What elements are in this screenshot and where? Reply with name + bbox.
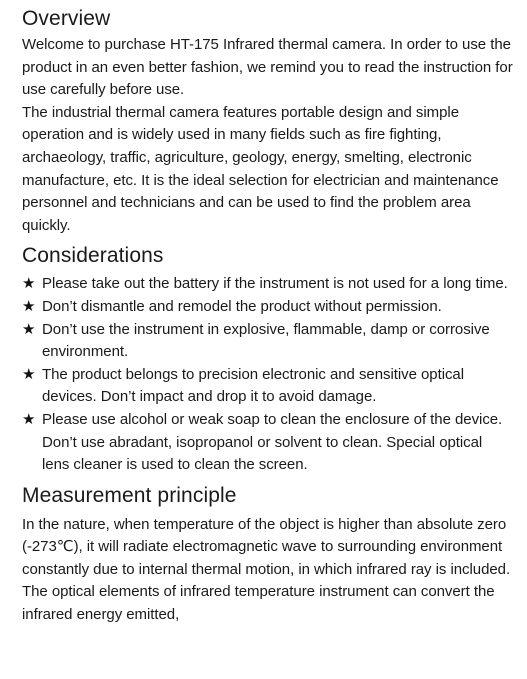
list-item bbox=[22, 319, 513, 364]
list-item bbox=[22, 273, 513, 296]
star-bullet-icon: ★ bbox=[22, 365, 36, 383]
measurement-section bbox=[22, 483, 513, 627]
overview-section bbox=[22, 6, 513, 237]
list-item bbox=[22, 364, 513, 409]
star-bullet-icon: ★ bbox=[22, 320, 36, 338]
considerations-heading: Considerations bbox=[22, 244, 164, 268]
overview-paragraph-1: Welcome to purchase HT-175 Infrared thermal camera. In order to use the product in an even better fashion, we remind you to read the instruction for use carefully before use. bbox=[22, 36, 513, 99]
list-item bbox=[22, 409, 513, 477]
star-bullet-icon: ★ bbox=[22, 410, 36, 428]
overview-heading: Overview bbox=[22, 7, 111, 30]
considerations-section bbox=[22, 243, 513, 476]
star-bullet-icon: ★ bbox=[22, 297, 36, 315]
list-item bbox=[22, 296, 513, 319]
measurement-heading: Measurement principle bbox=[22, 483, 237, 507]
list-item-text: The product belongs to precision electronic and sensitive optical devices. Don’t impact and drop it to avoid damage. bbox=[42, 365, 464, 406]
measurement-paragraph: In the nature, when temperature of the object is higher than absolute zero (-273℃), it will radiate electromagnetic wave to surrounding environment constantly due to internal thermal motion, in which infrared ray is included. The optical elements of infrared temperature instrument can convert the infrared energy emitted, bbox=[22, 515, 511, 624]
list-item-text: Please use alcohol or weak soap to clean the enclosure of the device. Don’t use abradant, isopropanol or solvent to clean. Special optical lens cleaner is used to clean the screen. bbox=[42, 410, 503, 474]
list-item-text: Don’t use the instrument in explosive, flammable, damp or corrosive environment. bbox=[42, 320, 490, 361]
list-item-text: Please take out the battery if the instrument is not used for a long time. bbox=[42, 275, 508, 293]
considerations-list bbox=[22, 273, 513, 476]
overview-paragraph-2: The industrial thermal camera features portable design and simple operation and is widely used in many fields such as fire fighting, archaeology, traffic, agriculture, geology, energy, smelting, electronic manufacture, etc. It is the ideal selection for electrician and maintenance personnel and technicians and can be used to find the problem area quickly. bbox=[22, 103, 499, 234]
list-item-text: Don’t dismantle and remodel the product without permission. bbox=[42, 297, 442, 315]
star-bullet-icon: ★ bbox=[22, 275, 36, 293]
